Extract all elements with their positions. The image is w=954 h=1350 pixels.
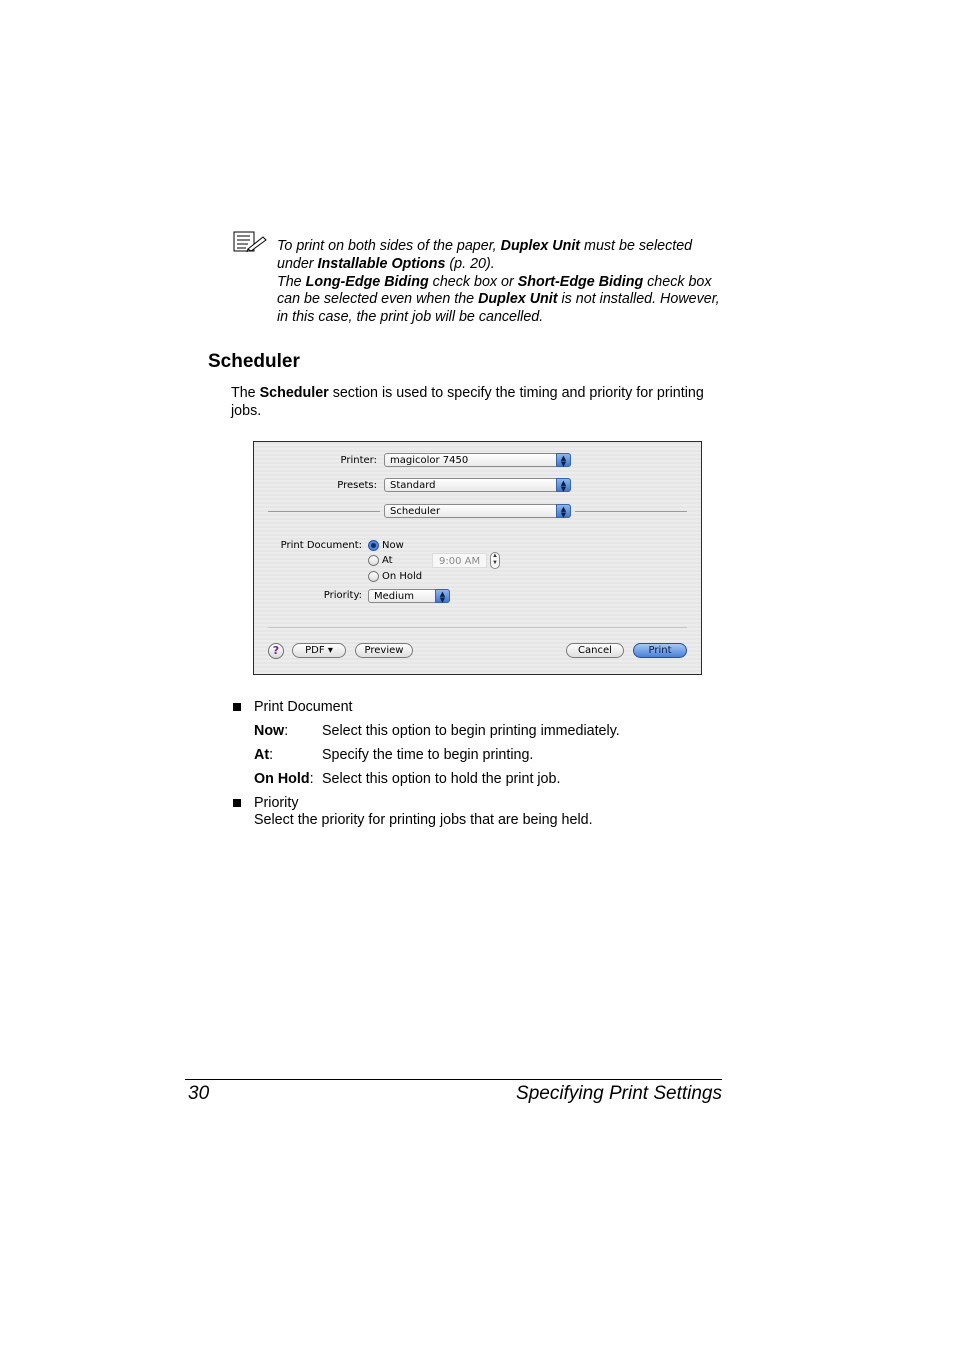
preview-button[interactable]: Preview <box>355 643 413 658</box>
divider <box>268 511 380 512</box>
radio-now[interactable] <box>368 540 379 551</box>
pdf-button[interactable]: PDF ▾ <box>292 643 346 658</box>
desc-on-hold: Select this option to hold the print job. <box>322 771 561 787</box>
bullet-icon <box>233 703 241 711</box>
priority-value: Medium <box>374 591 414 602</box>
printer-popup[interactable] <box>384 453 571 467</box>
panel-popup[interactable] <box>384 504 571 518</box>
footer-rule <box>185 1079 722 1080</box>
printer-label: Printer: <box>340 455 377 466</box>
bullet-icon <box>233 799 241 807</box>
priority-popup[interactable] <box>368 589 450 603</box>
radio-on-hold[interactable] <box>368 571 379 582</box>
divider <box>575 511 687 512</box>
term-on-hold: On Hold: <box>254 771 314 787</box>
bullet-print-document: Print Document <box>254 699 353 715</box>
radio-on-hold-label: On Hold <box>382 571 423 582</box>
popup-arrows-icon: ▲ ▼ <box>435 589 450 603</box>
popup-arrows-icon: ▲ ▼ <box>556 453 571 467</box>
radio-at[interactable] <box>368 555 379 566</box>
popup-arrows-icon: ▲ ▼ <box>556 504 571 518</box>
note-text: To print on both sides of the paper, Duplex Unit must be selected under Installable Options (p. 20). The Long-Edge Biding check box or Short-Edge Biding check box can be selected even when the Duplex Unit is not installed. However, in this case, the print job will be cancelled. <box>277 238 720 326</box>
print-button[interactable]: Print <box>633 643 687 658</box>
desc-at: Specify the time to begin printing. <box>322 747 534 763</box>
panel-value: Scheduler <box>390 506 441 517</box>
priority-label: Priority: <box>323 590 362 601</box>
desc-now: Select this option to begin printing immediately. <box>322 723 620 739</box>
radio-now-label: Now <box>382 540 404 551</box>
page-number: 30 <box>188 1083 210 1104</box>
desc-priority: Select the priority for printing jobs that are being held. <box>254 812 593 828</box>
help-button[interactable]: ? <box>268 643 284 659</box>
printer-value: magicolor 7450 <box>390 455 469 466</box>
presets-popup[interactable] <box>384 478 571 492</box>
presets-value: Standard <box>390 480 436 491</box>
radio-at-label: At <box>382 555 393 566</box>
term-at: At: <box>254 747 274 763</box>
bullet-priority: Priority <box>254 795 299 811</box>
cancel-button[interactable]: Cancel <box>566 643 624 658</box>
note-pencil-icon <box>233 231 267 253</box>
term-now: Now: <box>254 723 289 739</box>
print-document-label: Print Document: <box>280 540 362 551</box>
section-intro: The Scheduler section is used to specify the timing and priority for printing jobs. <box>231 385 704 419</box>
time-field[interactable]: 9:00 AM <box>432 553 487 568</box>
footer-title: Specifying Print Settings <box>516 1083 722 1104</box>
section-heading: Scheduler <box>208 351 300 372</box>
popup-arrows-icon: ▲ ▼ <box>556 478 571 492</box>
time-stepper[interactable]: ▲ ▼ <box>490 552 500 569</box>
divider <box>268 627 687 628</box>
presets-label: Presets: <box>337 480 377 491</box>
